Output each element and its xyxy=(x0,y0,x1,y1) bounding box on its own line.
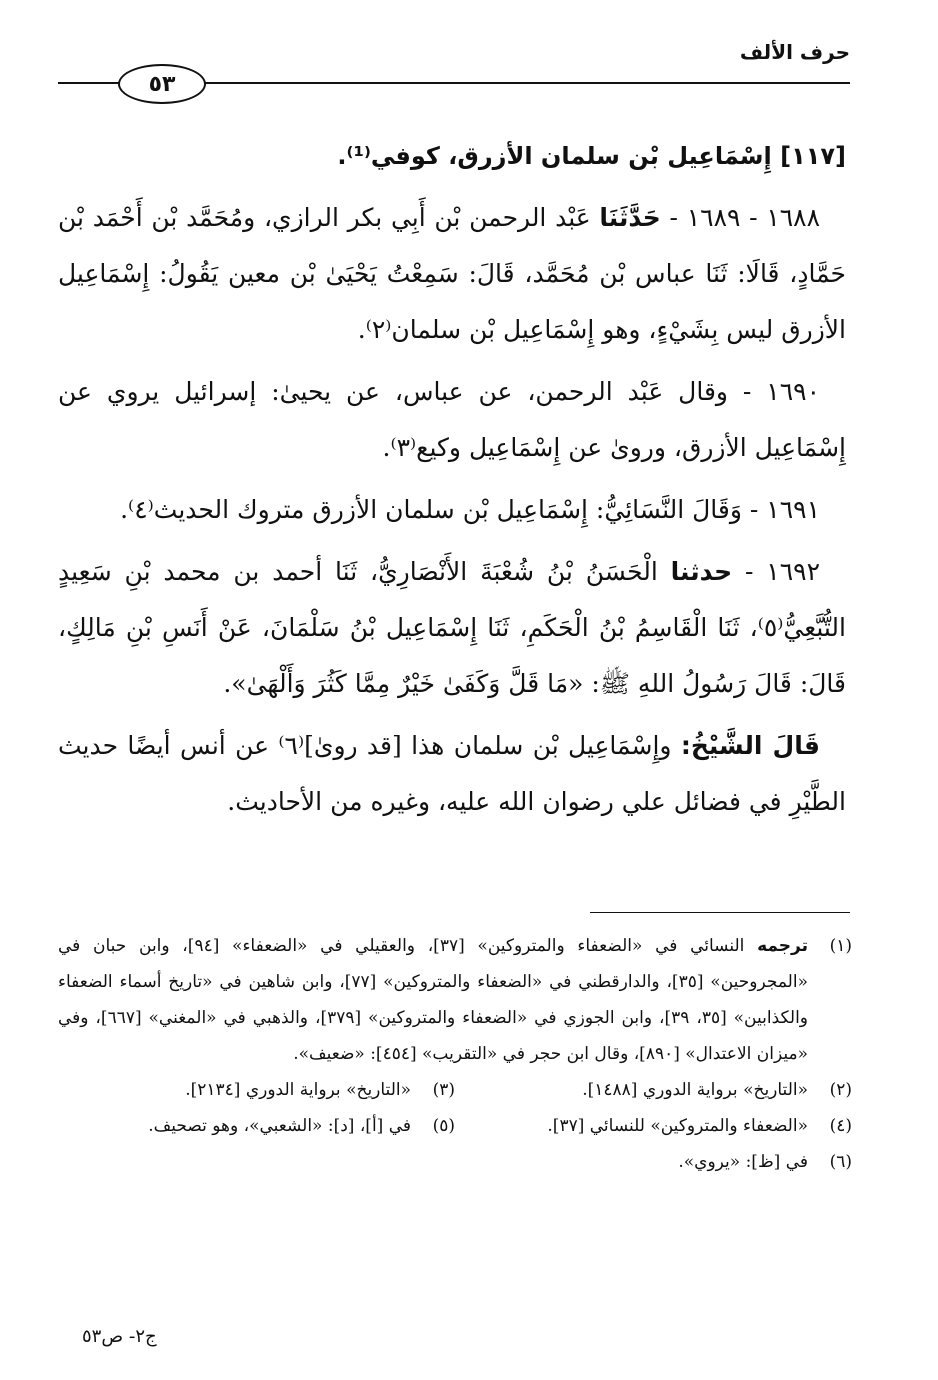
paragraph-text: وَقَالَ النَّسَائِيُّ: إِسْمَاعِيل بْن سلمان الأزرق متروك الحديث⁽٤⁾. xyxy=(120,495,742,524)
footnote-row-4-5 xyxy=(58,1108,852,1144)
footnote-text: النسائي في «الضعفاء والمتروكين» [٣٧]، والعقيلي في «الضعفاء» [٩٤]، وابن حبان في «المجروحين» [٣٥]، والدارقطني في «الضعفاء والمتروكين» [٧٧]، وابن شاهين في «تاريخ أسماء الضعفاء والكذابين» [٣٥، ٣٩]، وابن الجوزي في «الضعفاء والمتروكين» [٣٧٩]، والذهبي في «المغني» [٦٦٧]، وفي «ميزان الاعتدال» [٨٩٠]، وقال ابن حجر في «التقريب» [٤٥٤]: «ضعيف». xyxy=(58,936,809,1064)
footnote-text: في [ظ]: «يروي». xyxy=(678,1152,808,1172)
paragraph-1690 xyxy=(58,364,846,476)
paragraph-shaykh-comment xyxy=(58,718,846,830)
footnotes xyxy=(58,928,852,1180)
footnote-number: (٢) xyxy=(829,1080,852,1100)
entry-heading: [١١٧] إِسْمَاعِيل بْن سلمان الأزرق، كوفي⁽¹⁾. xyxy=(337,142,846,170)
page-number-badge: ٥٣ xyxy=(118,64,206,104)
footnote-text: في [أ]، [د]: «الشعبي»، وهو تصحيف. xyxy=(148,1116,411,1136)
narration-keyword: حدثنا xyxy=(670,557,733,586)
footnote-3 xyxy=(58,1072,455,1108)
footnote-rule xyxy=(590,912,850,913)
footnote-number: (٤) xyxy=(829,1116,852,1136)
footnote-number: (٥) xyxy=(432,1116,455,1136)
hadith-number: ١٦٨٨ - ١٦٨٩ - xyxy=(660,203,821,232)
footnote-text: «الضعفاء والمتروكين» للنسائي [٣٧]. xyxy=(547,1116,808,1136)
paragraph-1691 xyxy=(58,482,846,538)
footnote-1 xyxy=(58,928,852,1072)
footnote-number: (٣) xyxy=(432,1080,455,1100)
volume-page-reference: ج٢- ص٥٣ xyxy=(82,1326,157,1347)
paragraph-text: الْحَسَنُ بْنُ شُعْبَةَ الأَنْصَارِيُّ، ثَنَا أحمد بن محمد بْنِ سَعِيدٍ التُّبَّعِيُّ⁽٥⁾، ثَنَا الْقَاسِمُ بْنُ الْحَكَمِ، ثَنَا إِسْمَاعِيل بْنُ سَلْمَانَ، عَنْ أَنَسِ بْنِ مَالِكٍ، قَالَ: قَالَ رَسُولُ اللهِ ﷺ: «مَا قَلَّ وَكَفَىٰ خَيْرٌ مِمَّا كَثُرَ وَأَلْهَىٰ». xyxy=(58,557,846,698)
paragraph-1692 xyxy=(58,544,846,712)
footnote-2 xyxy=(455,1072,852,1108)
shaykh-label: قَالَ الشَّيْخُ: xyxy=(680,731,820,760)
footnote-5 xyxy=(58,1108,455,1144)
paragraph-1688 xyxy=(58,190,846,358)
hadith-number: ١٦٩١ - xyxy=(741,495,820,524)
footnote-6 xyxy=(58,1144,852,1180)
footnote-text: «التاريخ» برواية الدوري [٢١٣٤]. xyxy=(185,1080,411,1100)
footnote-number: (١) xyxy=(829,936,852,956)
footnote-text: «التاريخ» برواية الدوري [١٤٨٨]. xyxy=(582,1080,808,1100)
running-header-title: حرف الألف xyxy=(739,40,850,64)
narration-keyword: حَدَّثَنَا xyxy=(599,203,661,232)
main-text xyxy=(58,128,846,836)
paragraph-text: عَبْد الرحمن بْن أَبِي بكر الرازي، ومُحَمَّد بْن أَحْمَد بْن حَمَّادٍ، قَالَا: ثَنَا عباس بْن مُحَمَّد، قَالَ: سَمِعْتُ يَحْيَىٰ بْن معين يَقُولُ: إِسْمَاعِيل الأزرق ليس بِشَيْءٍ، وهو إِسْمَاعِيل بْن سلمان⁽٢⁾. xyxy=(58,203,846,344)
paragraph-text: وإِسْمَاعِيل بْن سلمان هذا [قد روىٰ]⁽٦⁾ عن أنس أيضًا حديث الطَّيْرِ في فضائل علي رضوان الله عليه، وغيره من الأحاديث. xyxy=(58,731,846,816)
footnote-row-2-3 xyxy=(58,1072,852,1108)
paragraph-text: وقال عَبْد الرحمن، عن عباس، عن يحيىٰ: إسرائيل يروي عن إِسْمَاعِيل الأزرق، وروىٰ عن إِسْمَاعِيل وكيع⁽٣⁾. xyxy=(58,377,846,462)
hadith-number: ١٦٩٢ - xyxy=(732,557,821,586)
footnote-keyword: ترجمه xyxy=(757,936,808,956)
footnote-number: (٦) xyxy=(829,1152,852,1172)
hadith-number: ١٦٩٠ - xyxy=(727,377,820,406)
footnote-4 xyxy=(455,1108,852,1144)
